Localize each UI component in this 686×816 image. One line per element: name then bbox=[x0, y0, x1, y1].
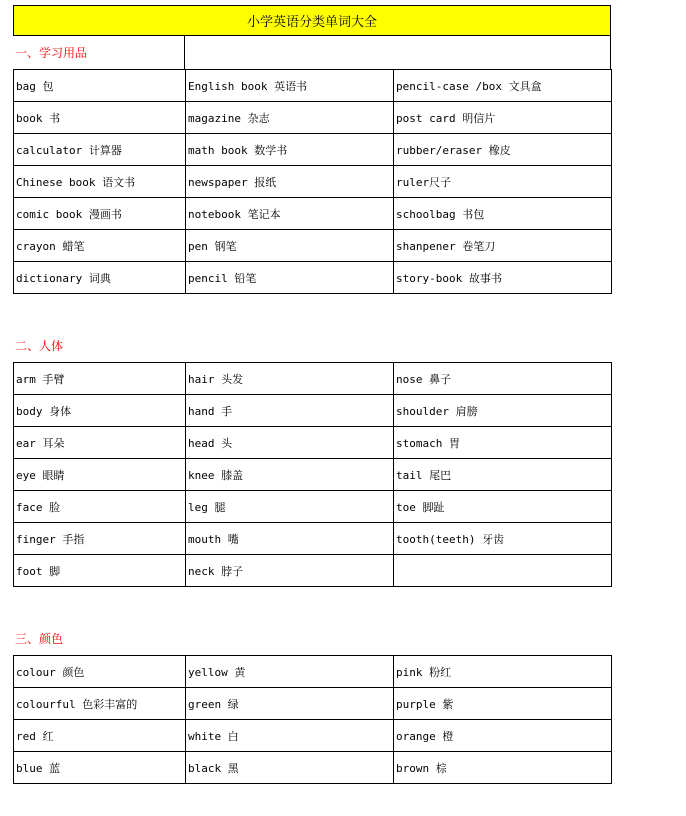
table-row bbox=[14, 230, 612, 262]
table-cell[interactable]: black 黑 bbox=[186, 752, 394, 784]
table-cell[interactable]: English book 英语书 bbox=[186, 70, 394, 102]
table-cell[interactable]: post card 明信片 bbox=[394, 102, 612, 134]
table-body bbox=[13, 362, 612, 587]
table-cell[interactable]: book 书 bbox=[14, 102, 186, 134]
table-row bbox=[14, 720, 612, 752]
table-cell[interactable]: head 头 bbox=[186, 427, 394, 459]
table-cell[interactable]: crayon 蜡笔 bbox=[14, 230, 186, 262]
table-cell[interactable]: finger 手指 bbox=[14, 523, 186, 555]
table-cell[interactable]: colour 颜色 bbox=[14, 656, 186, 688]
sheet-title: 小学英语分类单词大全 bbox=[13, 5, 611, 36]
table-row bbox=[14, 262, 612, 294]
table-cell[interactable]: pink 粉红 bbox=[394, 656, 612, 688]
table-cell[interactable]: story-book 故事书 bbox=[394, 262, 612, 294]
section-label-stationery: 一、学习用品 bbox=[15, 46, 88, 60]
table-row bbox=[14, 363, 612, 395]
table-cell[interactable]: schoolbag 书包 bbox=[394, 198, 612, 230]
table-cell[interactable]: shoulder 肩膀 bbox=[394, 395, 612, 427]
table-cell[interactable]: purple 紫 bbox=[394, 688, 612, 720]
table-cell[interactable]: magazine 杂志 bbox=[186, 102, 394, 134]
table-row bbox=[14, 395, 612, 427]
table-cell[interactable]: nose 鼻子 bbox=[394, 363, 612, 395]
table-row bbox=[14, 491, 612, 523]
table-cell[interactable]: calculator 计算器 bbox=[14, 134, 186, 166]
table-row bbox=[14, 523, 612, 555]
section-label-colors: 三、颜色 bbox=[15, 632, 64, 646]
table-row bbox=[14, 656, 612, 688]
table-cell[interactable]: colourful 色彩丰富的 bbox=[14, 688, 186, 720]
table-cell[interactable]: Chinese book 语文书 bbox=[14, 166, 186, 198]
table-cell[interactable]: body 身体 bbox=[14, 395, 186, 427]
table-cell[interactable]: brown 棕 bbox=[394, 752, 612, 784]
section-label-body: 二、人体 bbox=[15, 339, 64, 353]
table-cell[interactable]: math book 数学书 bbox=[186, 134, 394, 166]
table-cell[interactable]: mouth 嘴 bbox=[186, 523, 394, 555]
table-row bbox=[14, 427, 612, 459]
table-cell[interactable]: ruler尺子 bbox=[394, 166, 612, 198]
table-cell[interactable]: hair 头发 bbox=[186, 363, 394, 395]
table-row bbox=[14, 198, 612, 230]
table-row bbox=[14, 70, 612, 102]
table-cell[interactable]: blue 蓝 bbox=[14, 752, 186, 784]
table-cell[interactable]: bag 包 bbox=[14, 70, 186, 102]
table-cell[interactable]: stomach 胃 bbox=[394, 427, 612, 459]
table-cell[interactable]: green 绿 bbox=[186, 688, 394, 720]
table-cell[interactable]: face 脸 bbox=[14, 491, 186, 523]
table-row bbox=[14, 102, 612, 134]
table-cell[interactable]: neck 脖子 bbox=[186, 555, 394, 587]
table-cell[interactable]: pencil-case /box 文具盒 bbox=[394, 70, 612, 102]
table-cell[interactable]: yellow 黄 bbox=[186, 656, 394, 688]
table-colors bbox=[13, 655, 612, 784]
table-cell[interactable]: tooth(teeth) 牙齿 bbox=[394, 523, 612, 555]
table-stationery bbox=[13, 69, 612, 294]
table-cell[interactable]: red 红 bbox=[14, 720, 186, 752]
table-row bbox=[14, 459, 612, 491]
table-cell[interactable]: pen 钢笔 bbox=[186, 230, 394, 262]
table-cell[interactable]: tail 尾巴 bbox=[394, 459, 612, 491]
table-cell[interactable]: newspaper 报纸 bbox=[186, 166, 394, 198]
table-cell[interactable]: dictionary 词典 bbox=[14, 262, 186, 294]
table-row bbox=[14, 752, 612, 784]
table-cell[interactable]: orange 橙 bbox=[394, 720, 612, 752]
table-row bbox=[14, 688, 612, 720]
table-cell[interactable]: shanpener 卷笔刀 bbox=[394, 230, 612, 262]
table-row bbox=[14, 555, 612, 587]
table-row bbox=[14, 166, 612, 198]
section-header-row bbox=[13, 36, 611, 69]
table-cell[interactable]: foot 脚 bbox=[14, 555, 186, 587]
table-cell[interactable]: toe 脚趾 bbox=[394, 491, 612, 523]
table-cell[interactable] bbox=[394, 555, 612, 587]
table-cell[interactable]: white 白 bbox=[186, 720, 394, 752]
table-row bbox=[14, 134, 612, 166]
table-cell[interactable]: arm 手臂 bbox=[14, 363, 186, 395]
table-cell[interactable]: pencil 铅笔 bbox=[186, 262, 394, 294]
table-cell[interactable]: eye 眼睛 bbox=[14, 459, 186, 491]
table-cell[interactable]: ear 耳朵 bbox=[14, 427, 186, 459]
table-cell[interactable]: hand 手 bbox=[186, 395, 394, 427]
table-cell[interactable]: knee 膝盖 bbox=[186, 459, 394, 491]
table-cell[interactable]: notebook 笔记本 bbox=[186, 198, 394, 230]
table-cell[interactable]: leg 腿 bbox=[186, 491, 394, 523]
table-cell[interactable]: comic book 漫画书 bbox=[14, 198, 186, 230]
table-cell[interactable]: rubber/eraser 橡皮 bbox=[394, 134, 612, 166]
